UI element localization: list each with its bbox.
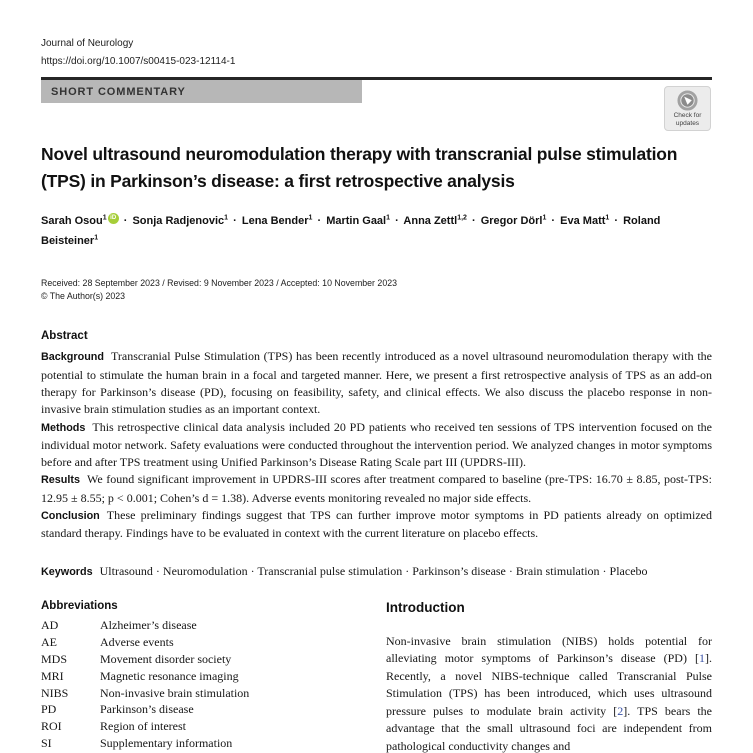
author-separator: · [614,214,619,227]
keywords-line [41,563,712,581]
abbreviation-row: ROI Region of interest [41,719,186,734]
abstract-conclusion-text: These preliminary findings suggest that TPS can further improve motor symptoms in PD patients already on optimized standard therapy. Findings have to be evaluated in context with the current literature on placebo effects. [41,507,712,541]
abbreviation-row: AE Adverse events [41,634,174,649]
abstract-results-text: We found significant improvement in UPDRS-III scores after treatment compared to baseline (pre-TPS: 16.70 ± 8.85, post-TPS: 12.95 ± 8.55; p < 0.001; Cohen’s d = 1.38). Adverse events monitoring revealed no major side effects. [41,472,712,505]
abbreviation-row: MRI Magnetic resonance imaging [41,668,239,683]
abbreviation-row: NIBS Non-invasive brain stimulation [41,685,250,700]
introduction-column [386,600,712,753]
author: Sarah Osou$^1$ [41,214,107,227]
abstract-background [41,348,712,418]
abstract-methods-label: Methods [41,421,86,434]
abstract-results-label: Results [41,474,81,487]
author-separator: · [317,214,322,227]
check-for-updates-badge[interactable] [664,86,711,131]
author-separator: · [233,214,237,227]
keywords-text: Ultrasound · Neuromodulation · Transcranial pulse stimulation · Parkinson’s disease · Brain stimulation · Placebo [99,563,648,578]
author-separator: · [471,214,476,227]
article-type-banner [41,80,362,103]
abstract-conclusion [41,507,712,543]
introduction-paragraph: Non-invasive brain stimulation (NIBS) holds potential for alleviating motor symptoms of Parkinson’s disease (PD) [1]. Recently, a novel NIBS-technique called Transcranial Pulse Stimulation (TPS) has been introduced, which uses ultrasound pressure pulses to modulate brain activity [2]. TPS bears the advantage that the small ultrasound foci are independent from pathological conductivity changes and [386,633,712,753]
author: Anna Zettl$^{1,2}$ [403,214,467,227]
two-column-section [41,600,712,753]
author-separator: · [123,214,128,227]
citation-link-1[interactable]: 1 [699,651,705,666]
check-updates-label-line1: Check for [673,112,702,119]
author: Gregor Dörl$^1$ [480,214,547,227]
abbreviation-row: AD Alzheimer’s disease [41,617,197,632]
author-list [41,209,712,250]
abstract-methods-text: This retrospective clinical data analysis included 20 PD patients who received ten sessions of TPS intervention focused on the individual motor network. Safety evaluations were conducted throughout the intervention period. We analyzed changes in motor symptoms before and after TPS treatment using Unified Parkinson’s Disease Rating Scale part III (UPDRS-III). [41,419,712,470]
abbreviation-row: PD Parkinson’s disease [41,702,194,717]
abbreviation-row: SI Supplementary information [41,736,233,751]
orcid-icon[interactable]: iD [108,213,119,224]
abstract-conclusion-label: Conclusion [41,509,100,522]
abstract-methods [41,419,712,472]
abstract-results [41,471,712,507]
author: Sonja Radjenovic$^1$ [132,214,229,227]
author: Lena Bender$^1$ [241,214,313,227]
abstract-background-label: Background [41,351,104,364]
copyright-line: © The Author(s) 2023 [41,291,126,302]
author: Roland Beisteiner$^1$ [41,214,661,248]
check-updates-label-line2: updates [675,119,700,127]
author: Martin Gaal$^1$ [326,214,391,227]
article-title: Novel ultrasound neuromodulation therapy with transcranial pulse stimulation (TPS) in Parkinson’s disease: a first retrospective analysis [41,144,678,191]
author-separator: · [395,214,399,227]
received-revised-accepted: Received: 28 September 2023 / Revised: 9 November 2023 / Accepted: 10 November 2023 [41,278,397,289]
author-separator: · [551,214,556,227]
abbreviation-row: MDS Movement disorder society [41,651,232,666]
doi-link[interactable]: https://doi.org/10.1007/s00415-023-12114-1 [41,56,236,67]
check-updates-icon [677,90,698,111]
abbreviations-column [41,600,361,753]
introduction-heading: Introduction [386,599,465,615]
abbreviations-heading: Abbreviations [41,599,118,612]
citation-link-2[interactable]: 2 [617,703,624,718]
journal-name: Journal of Neurology [41,38,134,49]
abstract-background-text: Transcranial Pulse Stimulation (TPS) has been recently introduced as a novel ultrasound neuromodulation therapy with the potential to stimulate the human brain in a focal and targeted manner. Here, we present a first retrospective analysis of TPS as an add-on therapy for Parkinson’s disease (PD), focusing on feasibility, safety, and clinical effects. We also discuss the placebo response in non-invasive brain stimulation studies as an important context. [41,349,712,417]
author: Eva Matt$^1$ [560,214,610,227]
keywords-label: Keywords [41,565,93,578]
abstract-heading: Abstract [41,330,88,343]
article-type-label: SHORT COMMENTARY [51,85,186,98]
